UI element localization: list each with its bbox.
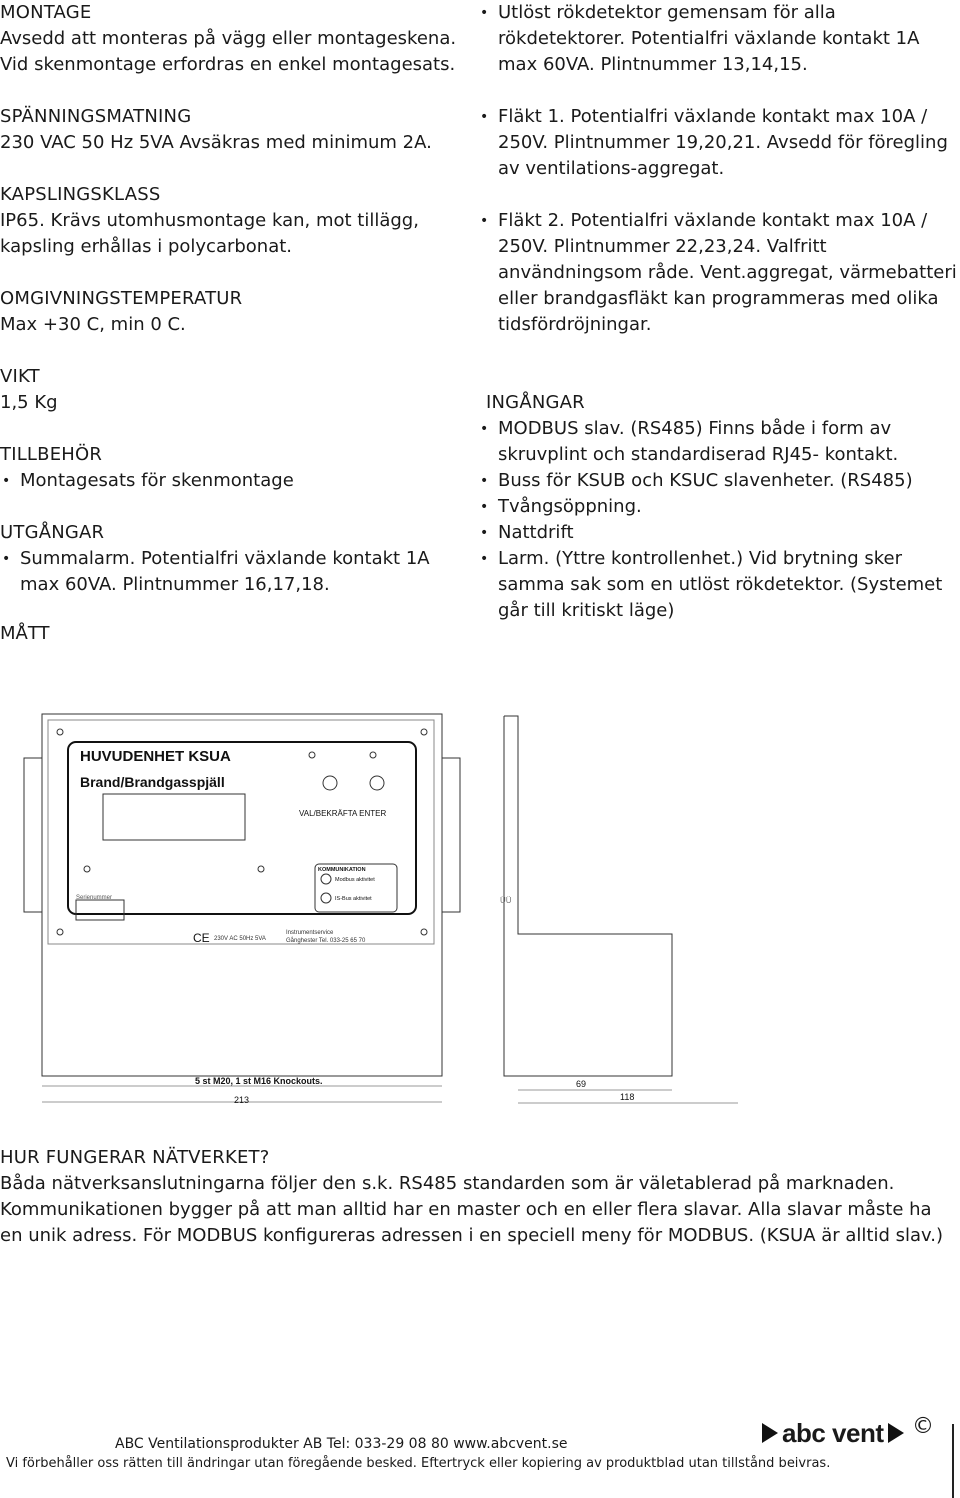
network-heading: HUR FUNGERAR NÄTVERKET? [0, 1147, 270, 1168]
spanning-text: 230 VAC 50 Hz 5VA Avsäkras med minimum 2A. [0, 132, 432, 153]
screw-circle [57, 729, 63, 735]
button-circle [323, 776, 337, 790]
tillbehor-list [0, 468, 470, 494]
spanning-heading: SPÄNNINGSMATNING [0, 106, 192, 127]
vikt-text: 1,5 Kg [0, 392, 58, 413]
network-section [0, 1145, 950, 1249]
button-circle [370, 776, 384, 790]
footer-company: ABC Ventilationsprodukter AB Tel: 033-29 08 80 www.abcvent.se [115, 1436, 568, 1452]
service-line-1: Instrumentservice [286, 930, 334, 936]
dim-width: 213 [234, 1095, 250, 1105]
spanning-section [0, 104, 470, 156]
outputs-list [478, 0, 960, 78]
dim-depth-1: 69 [576, 1079, 587, 1089]
left-column [0, 0, 470, 598]
ingangar-section [478, 390, 960, 624]
side-view-outline [504, 716, 672, 1076]
abc-vent-logo [762, 1418, 904, 1448]
list-item: • MODBUS slav. (RS485) Finns både i form av skruvplint och standardiserad RJ45- kontakt. [478, 416, 960, 468]
kommunikation-box [315, 864, 397, 912]
led-isbus [321, 893, 331, 903]
label-panel [68, 742, 416, 914]
vikt-section [0, 364, 470, 416]
drawing-subtitle: Brand/Brandgasspjäll [80, 774, 225, 790]
modbus-label: Modbus aktivitet [335, 877, 375, 883]
copyright-mark: © [912, 1414, 934, 1439]
list-item: • Fläkt 1. Potentialfri växlande kontakt max 10A / 250V. Plintnummer 19,20,21. Avsedd för föregling av ventilations-aggregat. [478, 104, 960, 182]
divider [952, 1424, 954, 1498]
service-line-2: Gånghester Tel. 033-25 65 70 [286, 938, 366, 944]
montage-heading: MONTAGE [0, 2, 92, 23]
network-text: Båda nätverksanslutningarna följer den s.k. RS485 standarden som är väletablerad på marknaden. Kommunikationen bygger på att man alltid har en master och en eller flera slavar. Alla slavar måste ha en unik adress. För MODBUS konfigureras adressen i en speciell meny för MODBUS. (KSUA är alltid slav.) [0, 1173, 944, 1246]
kapsling-section [0, 182, 470, 260]
matt-heading: MÅTT [0, 623, 50, 644]
logo-text: abc vent [782, 1417, 884, 1448]
screw-circle [57, 929, 63, 935]
screw-circle [370, 752, 376, 758]
utgangar-heading: UTGÅNGAR [0, 522, 105, 543]
side-mark: ÜÜ [500, 896, 512, 905]
val-label: VAL/BEKRÄFTA ENTER [299, 809, 387, 818]
ce-mark: CE [193, 931, 210, 945]
list-item: • Montagesats för skenmontage [0, 468, 470, 494]
power-label: 230V AC 50Hz 5VA [214, 936, 266, 942]
ingangar-heading: INGÅNGAR [486, 392, 585, 413]
mount-tab-right [442, 758, 460, 912]
montage-section [0, 0, 470, 78]
right-column [478, 0, 960, 624]
montage-text: Avsedd att monteras på vägg eller montageskena. Vid skenmontage erfordras en enkel montagesats. [0, 28, 457, 75]
list-item: • Larm. (Yttre kontrollenhet.) Vid brytning sker samma sak som en utlöst rökdetektor. (Systemet går till kritiskt läge) [478, 546, 960, 624]
knockouts-label: 5 st M20, 1 st M16 Knockouts. [195, 1076, 323, 1086]
screw-circle [84, 866, 90, 872]
kommunikation-label: KOMMUNIKATION [318, 867, 366, 873]
tillbehor-section [0, 442, 470, 494]
screw-circle [309, 752, 315, 758]
kapsling-text: IP65. Krävs utomhusmontage kan, mot tillägg, kapsling erhållas i polycarbonat. [0, 210, 419, 257]
front-panel [48, 720, 434, 944]
serienummer-label: Serienummer [76, 895, 113, 901]
enclosure-front [42, 714, 442, 1076]
serial-box [76, 900, 124, 920]
temp-text: Max +30 C, min 0 C. [0, 314, 186, 335]
logo-arrow-icon [888, 1423, 904, 1443]
drawing-title: HUVUDENHET KSUA [80, 748, 231, 765]
ingangar-list [478, 416, 960, 624]
led-modbus [321, 874, 331, 884]
temp-heading: OMGIVNINGSTEMPERATUR [0, 288, 243, 309]
list-item: • Tvångsöppning. [478, 494, 960, 520]
list-item: • Buss för KSUB och KSUC slavenheter. (RS485) [478, 468, 960, 494]
outputs-list-3 [478, 208, 960, 338]
utgangar-section [0, 520, 470, 598]
list-item: • Utlöst rökdetektor gemensam för alla rökdetektorer. Potentialfri växlande kontakt 1A max 60VA. Plintnummer 13,14,15. [478, 0, 960, 78]
logo-arrow-icon [762, 1423, 778, 1443]
list-item: • Nattdrift [478, 520, 960, 546]
dim-depth-2: 118 [620, 1092, 635, 1102]
list-item: • Fläkt 2. Potentialfri växlande kontakt max 10A / 250V. Plintnummer 22,23,24. Valfritt användningsom råde. Vent.aggregat, värmebatteri eller brandgasfläkt kan programmeras med olika tidsfördröjningar. [478, 208, 960, 338]
temp-section [0, 286, 470, 338]
screw-circle [258, 866, 264, 872]
screw-circle [421, 929, 427, 935]
mount-tab-left [24, 758, 42, 912]
footer-disclaimer: Vi förbehåller oss rätten till ändringar utan föregående besked. Eftertryck eller kopiering av produktblad utan tillstånd beivras. [6, 1456, 831, 1471]
screw-circle [421, 729, 427, 735]
outputs-list-2 [478, 104, 960, 182]
utgangar-list [0, 546, 470, 598]
isbus-label: IS-Bus aktivitet [335, 896, 372, 902]
kapsling-heading: KAPSLINGSKLASS [0, 184, 161, 205]
vikt-heading: VIKT [0, 366, 40, 387]
display-window [103, 794, 245, 840]
tillbehor-heading: TILLBEHÖR [0, 444, 103, 465]
list-item: • Summalarm. Potentialfri växlande kontakt 1A max 60VA. Plintnummer 16,17,18. [0, 546, 470, 598]
